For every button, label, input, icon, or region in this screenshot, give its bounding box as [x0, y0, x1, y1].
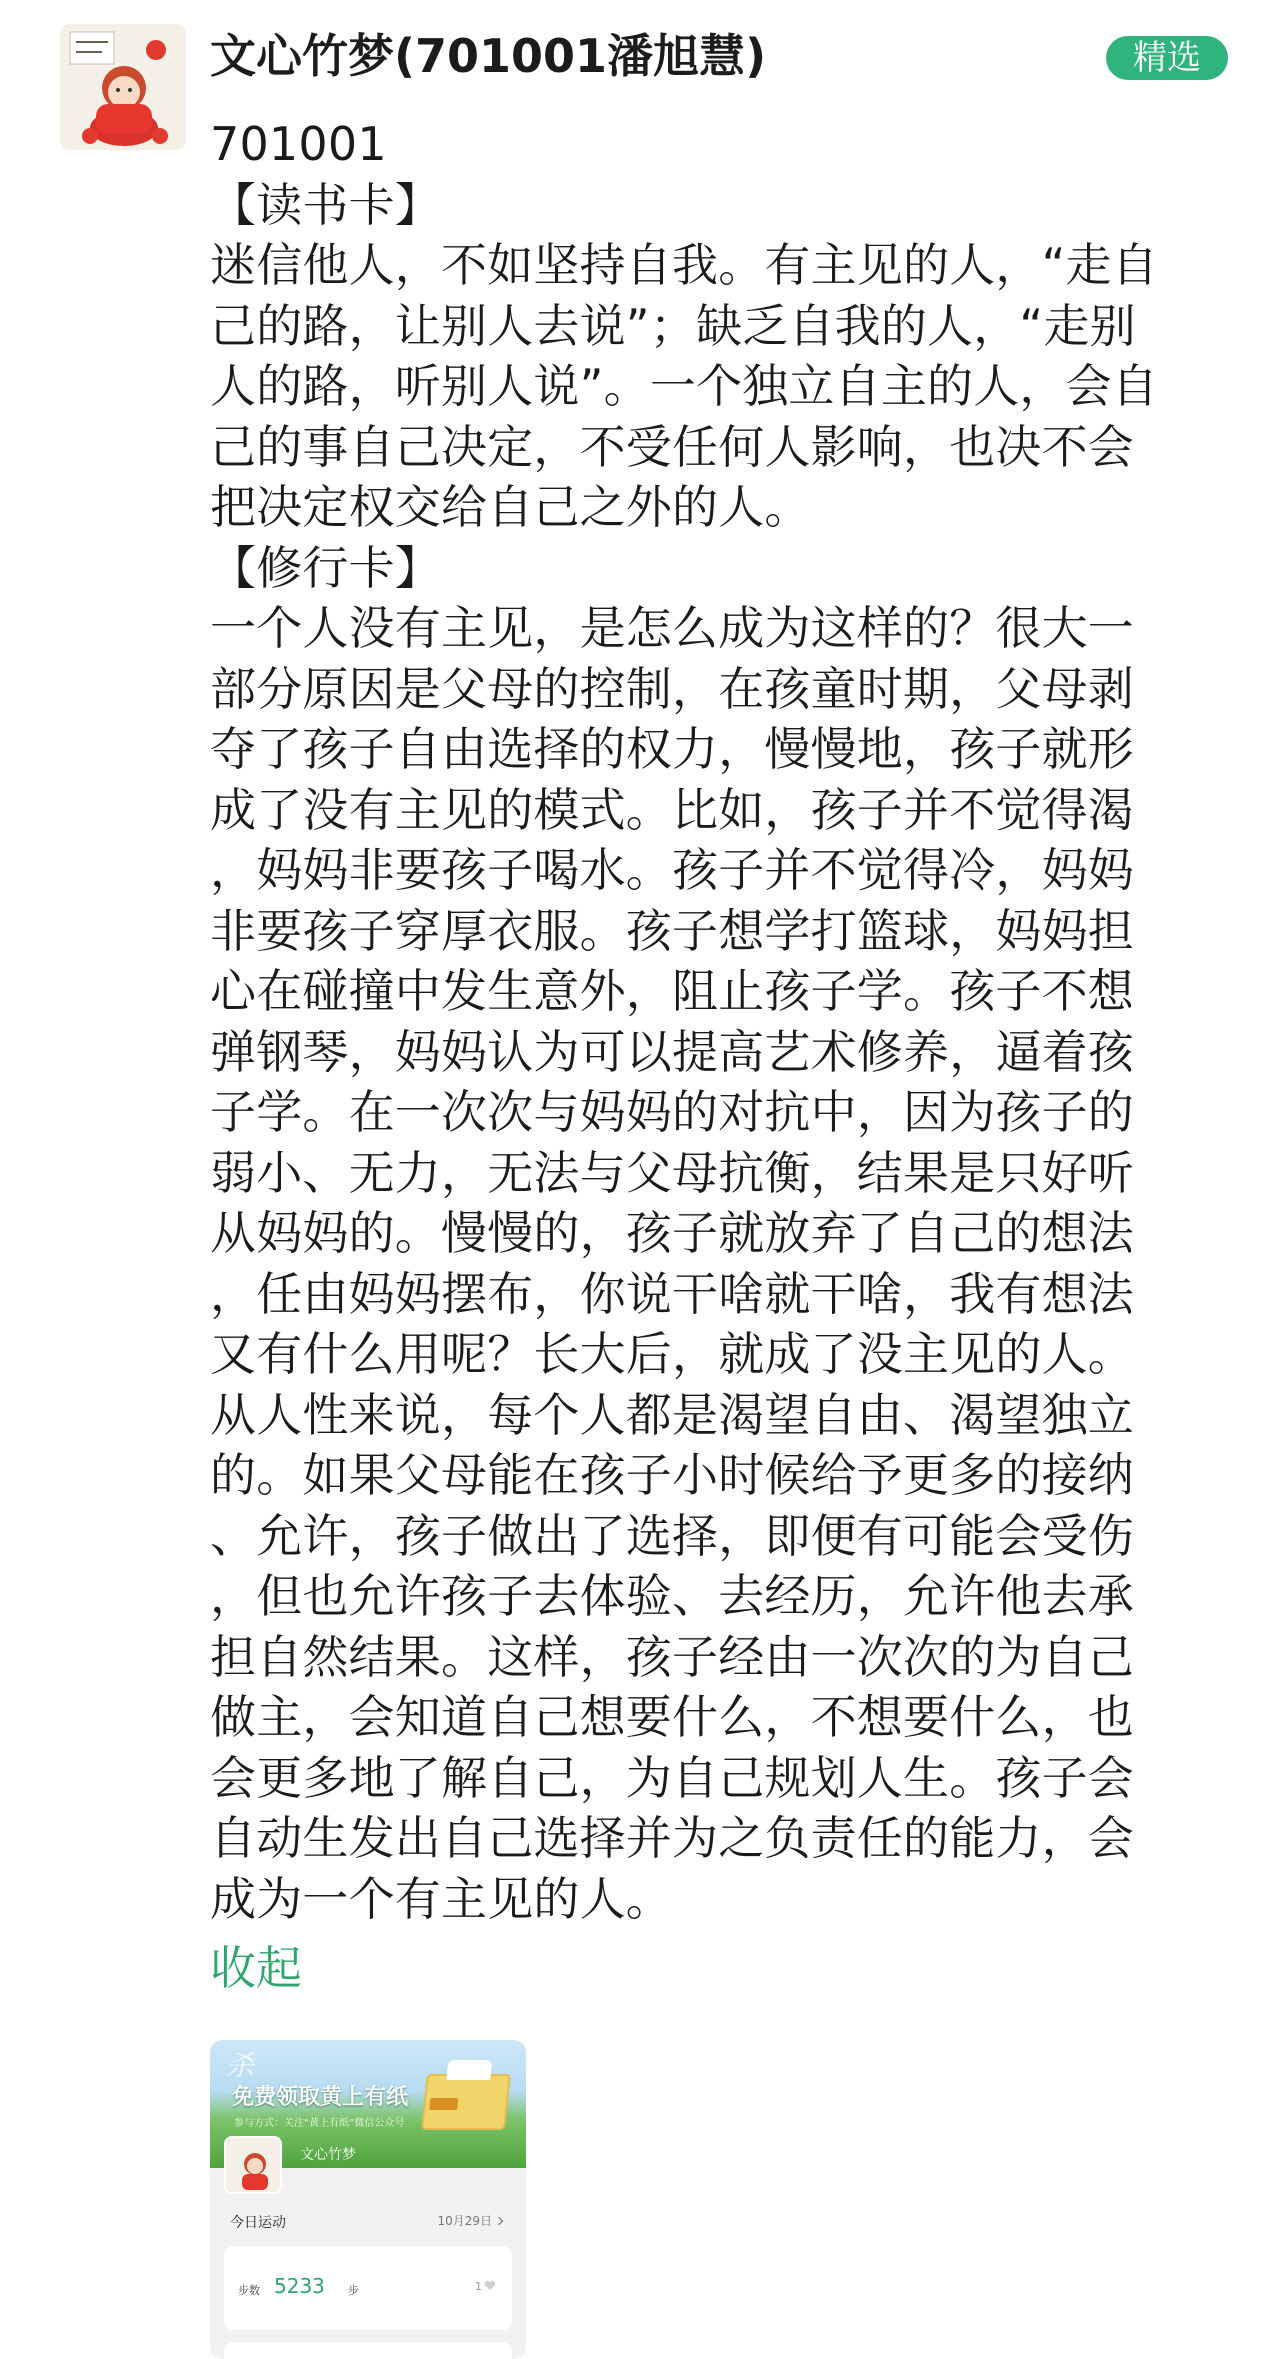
post-line: 做主，会知道自己想要什么，不想要什么，也: [210, 1690, 1134, 1744]
post-line: 担自然结果。这样，孩子经由一次次的为自己: [210, 1629, 1134, 1684]
post-line: 从人性来说，每个人都是渴望自由、渴望独立: [210, 1387, 1134, 1442]
post-line: ，妈妈非要孩子喝水。孩子并不觉得冷，妈妈: [210, 843, 1134, 897]
chevron-right-icon: [495, 2217, 503, 2225]
post-line: 弱小、无力，无法与父母抗衡，结果是只好听: [210, 1145, 1134, 1200]
author-name[interactable]: 文心竹梦(701001潘旭慧): [210, 29, 767, 83]
steps-unit: 步: [348, 2284, 359, 2297]
post-line: 自动生发出自己选择并为之负责任的能力，会: [210, 1811, 1134, 1865]
likes-count: 1: [475, 2280, 482, 2293]
shared-image-card[interactable]: [210, 2040, 526, 2359]
banner-headline: 免费领取黄上有纸: [232, 2085, 409, 2110]
card-date: [437, 2212, 502, 2229]
post-line: 的。如果父母能在孩子小时候给予更多的接纳: [210, 1448, 1134, 1502]
steps-value: 5233: [274, 2274, 325, 2298]
tissue-logo-icon: [429, 2098, 458, 2110]
card-subtitle: 今日运动: [230, 2215, 286, 2231]
card-avatar: [224, 2136, 282, 2194]
post-line: 、允许，孩子做出了选择，即便有可能会受伤: [210, 1508, 1134, 1563]
post-line: 非要孩子穿厚衣服。孩子想学打篮球，妈妈担: [210, 903, 1134, 958]
card-next-panel: [224, 2342, 512, 2359]
avatar-illustration-icon: [226, 2138, 282, 2194]
card-date-text: 10月29日: [437, 2214, 492, 2228]
post-text: [210, 114, 1220, 1929]
tissue-box-icon: [421, 2074, 511, 2130]
post-line: 【修行卡】: [210, 540, 441, 595]
post-line: 会更多地了解自己，为自己规划人生。孩子会: [210, 1750, 1134, 1805]
avatar[interactable]: [60, 24, 186, 150]
steps-panel: [224, 2246, 512, 2330]
collapse-link[interactable]: 收起: [210, 1941, 302, 1995]
post-line: 子学。在一次次与妈妈的对抗中，因为孩子的: [210, 1085, 1134, 1139]
post-line: 701001: [210, 117, 387, 171]
post-line: 【读书卡】: [210, 177, 441, 232]
banner-script: 杀: [226, 2049, 255, 2082]
post-line: 从妈妈的。慢慢的，孩子就放弃了自己的想法: [210, 1206, 1134, 1260]
post-line: 心在碰撞中发生意外，阻止孩子学。孩子不想: [210, 964, 1134, 1018]
post-line: ，任由妈妈摆布，你说干啥就干啥，我有想法: [210, 1266, 1134, 1321]
post-line: 部分原因是父母的控制，在孩童时期，父母剥: [210, 661, 1134, 716]
post-line: ，但也允许孩子去体验、去经历，允许他去承: [210, 1569, 1134, 1623]
post-line: 人的路，听别人说”。一个独立自主的人，会自: [210, 359, 1159, 413]
post-line: 成为一个有主见的人。: [210, 1871, 672, 1926]
card-username: 文心竹梦: [300, 2147, 356, 2163]
post-line: 己的路，让别人去说”；缺乏自我的人，“走别: [210, 298, 1136, 353]
post-line: 把决定权交给自己之外的人。: [210, 480, 811, 534]
featured-badge: 精选: [1106, 36, 1228, 80]
post-line: 成了没有主见的模式。比如，孩子并不觉得渴: [210, 782, 1134, 837]
post-line: 一个人没有主见，是怎么成为这样的？很大一: [210, 601, 1134, 655]
post-line: 弹钢琴，妈妈认为可以提高艺术修养，逼着孩: [210, 1024, 1134, 1079]
likes: [475, 2280, 496, 2293]
banner-subtext: 参与方式：关注“黄上有纸”微信公众号: [234, 2118, 405, 2129]
steps-label: 步数: [238, 2284, 260, 2297]
post-line: 又有什么用呢？长大后，就成了没主见的人。: [210, 1327, 1134, 1381]
heart-icon: [484, 2280, 496, 2291]
post-line: 夺了孩子自由选择的权力，慢慢地，孩子就形: [210, 722, 1134, 776]
post-line: 己的事自己决定，不受任何人影响，也决不会: [210, 419, 1134, 474]
post-line: 迷信他人，不如坚持自我。有主见的人，“走自: [210, 238, 1159, 292]
avatar-illustration-icon: [60, 24, 186, 150]
